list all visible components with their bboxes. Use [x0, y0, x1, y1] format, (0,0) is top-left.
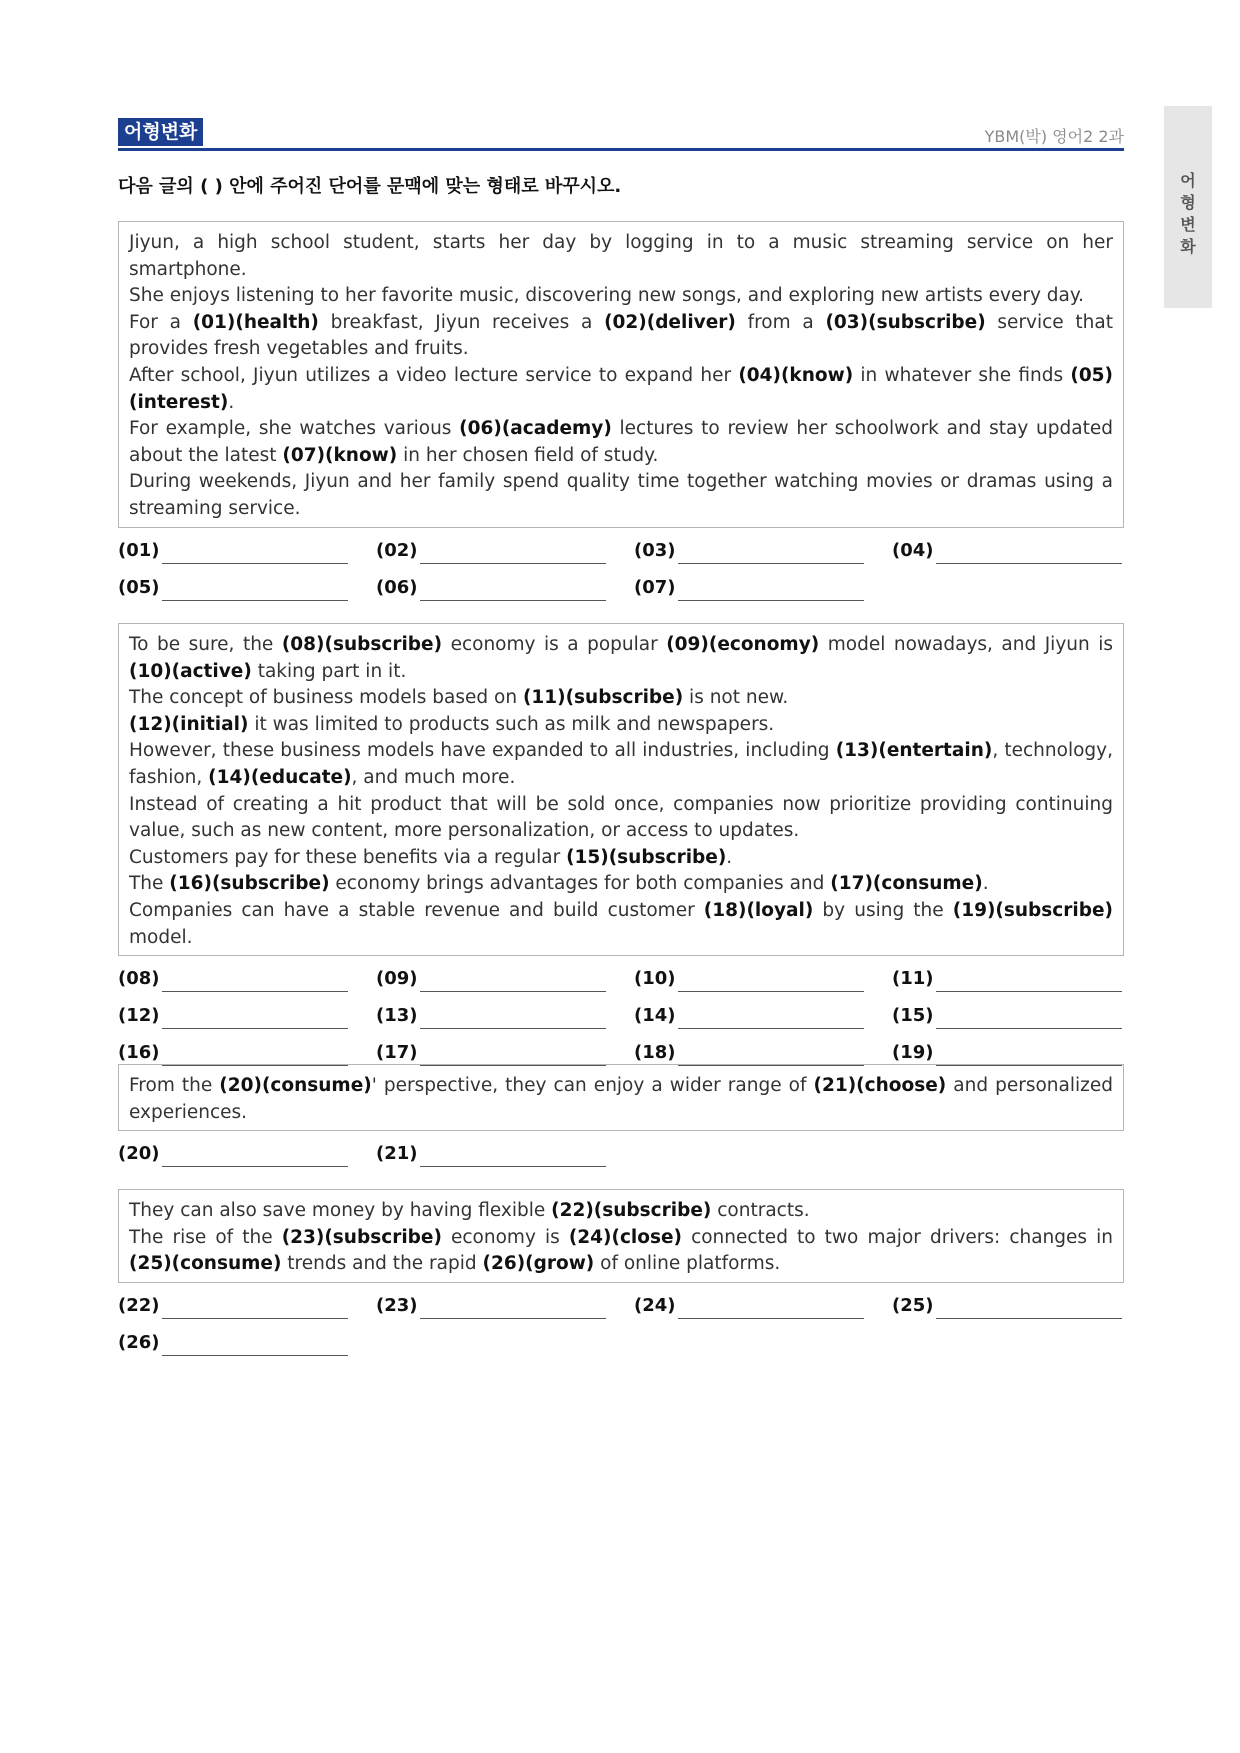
passage-sentence [129, 283, 1113, 310]
answer-blank[interactable] [118, 1001, 368, 1031]
passage-text: and personalized experiences. [129, 1075, 1113, 1123]
passage-text: Instead of creating a hit product that will be sold once, companies now prioritize providing continuing value, such as new content, more personalization, or access to updates. [129, 793, 1113, 842]
section-badge: 어형변화 [118, 118, 203, 146]
answer-blank[interactable] [376, 536, 626, 566]
passage-text: Jiyun, a high school student, starts her day by logging in to a music streaming service on her smartphone. [129, 232, 1113, 280]
passage-text: model nowadays, and Jiyun is [819, 634, 1114, 655]
answer-number: (10) [634, 968, 676, 989]
answer-blank[interactable] [892, 1291, 1142, 1321]
passage-text: contracts. [711, 1200, 810, 1221]
answer-blank[interactable] [376, 1139, 626, 1169]
passage-text: For example, she watches various [129, 418, 460, 440]
blank-prompt: (20)(consume) [219, 1075, 372, 1096]
answer-number: (20) [118, 1143, 160, 1164]
blank-prompt: (14)(educate) [208, 766, 352, 788]
answer-number: (05) [118, 577, 160, 598]
passage-sentence [129, 898, 1113, 951]
passage-sentence [129, 1225, 1113, 1278]
answer-blank[interactable] [634, 964, 884, 994]
answer-blank[interactable] [118, 1139, 368, 1169]
passage-sentence [129, 230, 1113, 283]
blank-prompt: (07)(know) [282, 444, 398, 466]
answer-line[interactable] [162, 1355, 348, 1356]
passage-text: For a [129, 311, 193, 333]
passage-text: They can also save money by having flexible [129, 1200, 552, 1221]
passage-sentence [129, 363, 1113, 416]
answer-line[interactable] [678, 991, 864, 992]
answer-number: (19) [892, 1042, 934, 1063]
answer-number: (15) [892, 1005, 934, 1026]
answer-number: (13) [376, 1005, 418, 1026]
passage-text: Companies can have a stable revenue and build customer [129, 899, 704, 921]
passage-text: lectures to review her schoolwork and stay updated about the latest [129, 418, 1113, 466]
passage-text: economy brings advantages for both companies and [329, 873, 831, 895]
blank-prompt: (08)(subscribe) [281, 634, 443, 655]
blank-prompt: (19)(subscribe) [952, 899, 1113, 921]
passage-text: it was limited to products such as milk and newspapers. [248, 713, 775, 735]
answer-line[interactable] [678, 600, 864, 601]
passage-text: , and much more. [351, 766, 516, 788]
blank-prompt: (23)(subscribe) [281, 1226, 442, 1248]
blank-prompt: (09)(economy) [666, 634, 820, 655]
passage-text: by using the [813, 899, 953, 921]
passage-text: However, these business models have expanded to all industries, including [129, 740, 836, 762]
blank-prompt: (03)(subscribe) [825, 311, 986, 333]
passage-text: economy is [441, 1226, 569, 1248]
passage-sentence [129, 738, 1113, 791]
answer-number: (22) [118, 1295, 160, 1316]
passage-text: breakfast, Jiyun receives a [318, 311, 605, 333]
passage-text: After school, Jiyun utilizes a video lecture service to expand her [129, 364, 739, 386]
passage-box [118, 1189, 1124, 1283]
answer-number: (03) [634, 540, 676, 561]
passage-text: is not new. [683, 687, 789, 709]
passage-text: The [129, 873, 170, 895]
blank-prompt: (15)(subscribe) [566, 846, 727, 868]
answer-blank[interactable] [118, 1328, 368, 1358]
blank-prompt: (06)(academy) [459, 418, 612, 440]
passage-text: , technology, fashion, [129, 740, 1113, 788]
passage-text: . [228, 391, 235, 413]
passage-text: . [982, 873, 989, 895]
side-tab-char: 변 [1180, 215, 1196, 234]
passage-text: The concept of business models based on [129, 687, 523, 709]
answer-number: (02) [376, 540, 418, 561]
blank-prompt: (13)(entertain) [835, 740, 993, 762]
answer-line[interactable] [936, 991, 1122, 992]
passage-text: trends and the rapid [281, 1253, 483, 1275]
blank-prompt: (16)(subscribe) [169, 873, 330, 895]
answer-blank[interactable] [118, 1291, 368, 1321]
passage-sentence [129, 416, 1113, 469]
answer-blank[interactable] [376, 573, 626, 603]
answer-number: (16) [118, 1042, 160, 1063]
blank-prompt: (02)(deliver) [604, 311, 736, 333]
page-header [118, 118, 1124, 151]
answer-number: (08) [118, 968, 160, 989]
passage-text: model. [129, 926, 193, 948]
answer-line[interactable] [162, 563, 348, 564]
answer-blank[interactable] [376, 1001, 626, 1031]
answer-number: (07) [634, 577, 676, 598]
instruction: 다음 글의 ( ) 안에 주어진 단어를 문맥에 맞는 형태로 바꾸시오. [118, 176, 622, 197]
blank-prompt: (05)(interest) [129, 364, 1114, 413]
passage-text: She enjoys listening to her favorite music, discovering new songs, and exploring new artists every day. [129, 285, 1085, 307]
blank-prompt: (12)(initial) [129, 713, 249, 735]
answer-line[interactable] [420, 991, 606, 992]
answer-blank[interactable] [634, 573, 884, 603]
passage-box [118, 623, 1124, 956]
answer-number: (25) [892, 1295, 934, 1316]
side-tab-char: 화 [1180, 237, 1196, 256]
passage-text: service that provides fresh vegetables and fruits. [129, 311, 1113, 360]
answer-blank[interactable] [634, 536, 884, 566]
answer-line[interactable] [162, 600, 348, 601]
answer-blank[interactable] [634, 1001, 884, 1031]
blank-prompt: (21)(choose) [813, 1075, 947, 1096]
blank-prompt: (01)(health) [192, 311, 319, 333]
passage-sentence [129, 845, 1113, 872]
passage-sentence [129, 1073, 1113, 1126]
passage-sentence [129, 632, 1113, 685]
side-tab[interactable] [1164, 106, 1212, 308]
passage-text: from a [735, 311, 826, 333]
passage-text: To be sure, the [129, 634, 282, 655]
answer-line[interactable] [678, 563, 864, 564]
answer-number: (14) [634, 1005, 676, 1026]
blank-prompt: (22)(subscribe) [551, 1200, 712, 1221]
blank-prompt: (11)(subscribe) [522, 687, 684, 709]
passage-text: Customers pay for these benefits via a regular [129, 846, 567, 868]
answer-number: (12) [118, 1005, 160, 1026]
blank-prompt: (24)(close) [568, 1226, 682, 1248]
blank-prompt: (04)(know) [738, 364, 854, 386]
answer-line[interactable] [420, 1028, 606, 1029]
answer-blank[interactable] [376, 964, 626, 994]
answer-number: (23) [376, 1295, 418, 1316]
answer-line[interactable] [162, 1166, 348, 1167]
answer-line[interactable] [420, 563, 606, 564]
passage-box [118, 221, 1124, 528]
passage-sentence [129, 310, 1113, 363]
passage-text: in whatever she finds [853, 364, 1071, 386]
passage-text: During weekends, Jiyun and her family spend quality time together watching movies or dramas using a streaming service. [129, 471, 1113, 519]
answer-number: (24) [634, 1295, 676, 1316]
answer-line[interactable] [936, 1028, 1122, 1029]
answer-number: (01) [118, 540, 160, 561]
passage-text: of online platforms. [594, 1253, 781, 1275]
answer-line[interactable] [162, 991, 348, 992]
passage-text: taking part in it. [251, 660, 407, 682]
blank-prompt: (25)(consume) [129, 1253, 282, 1275]
answer-number: (18) [634, 1042, 676, 1063]
passage-sentence [129, 871, 1113, 898]
passage-text: in her chosen field of study. [397, 444, 659, 466]
answer-line[interactable] [936, 1318, 1122, 1319]
side-tab-char: 어 [1180, 171, 1196, 190]
answer-blank[interactable] [118, 536, 368, 566]
answer-blank[interactable] [118, 573, 368, 603]
answer-blank[interactable] [892, 536, 1142, 566]
passage-sentence [129, 685, 1113, 712]
passage-box [118, 1064, 1124, 1131]
answer-blank[interactable] [892, 964, 1142, 994]
blank-prompt: (10)(active) [129, 660, 252, 682]
subject-label: YBM(박) 영어2 2과 [984, 127, 1124, 146]
answer-line[interactable] [162, 1318, 348, 1319]
answer-blank[interactable] [892, 1001, 1142, 1031]
answer-line[interactable] [936, 563, 1122, 564]
blank-prompt: (26)(grow) [482, 1253, 595, 1275]
blank-prompt: (17)(consume) [830, 873, 983, 895]
answer-number: (06) [376, 577, 418, 598]
answer-number: (09) [376, 968, 418, 989]
passage-sentence [129, 712, 1113, 739]
answer-number: (11) [892, 968, 934, 989]
answer-blank[interactable] [634, 1291, 884, 1321]
answer-number: (26) [118, 1332, 160, 1353]
passage-text: From the [129, 1075, 220, 1096]
passage-text: . [726, 846, 733, 868]
passage-sentence [129, 792, 1113, 845]
answer-blank[interactable] [376, 1291, 626, 1321]
passage-sentence [129, 1198, 1113, 1225]
passage-text: The rise of the [129, 1226, 282, 1248]
answer-blank[interactable] [118, 964, 368, 994]
answer-line[interactable] [678, 1318, 864, 1319]
answer-line[interactable] [162, 1028, 348, 1029]
blank-prompt: (18)(loyal) [703, 899, 814, 921]
passage-text: ' perspective, they can enjoy a wider range of [371, 1075, 814, 1096]
passage-text: connected to two major drivers: changes in [681, 1226, 1113, 1248]
answer-number: (21) [376, 1143, 418, 1164]
answer-number: (17) [376, 1042, 418, 1063]
answer-number: (04) [892, 540, 934, 561]
passage-sentence [129, 469, 1113, 522]
answer-line[interactable] [678, 1028, 864, 1029]
side-tab-char: 형 [1180, 193, 1196, 212]
answer-line[interactable] [420, 1166, 606, 1167]
passage-text: economy is a popular [442, 634, 667, 655]
answer-line[interactable] [420, 600, 606, 601]
answer-line[interactable] [420, 1318, 606, 1319]
